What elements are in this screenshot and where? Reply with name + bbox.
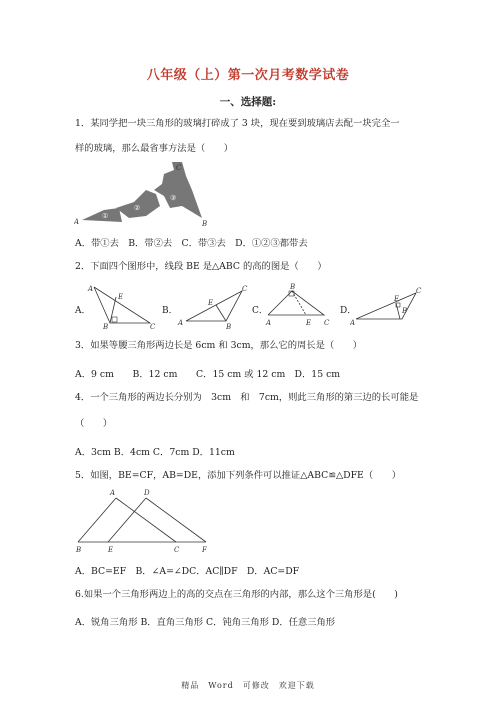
q2a-e: E — [118, 293, 124, 301]
q2d-c: C — [416, 287, 422, 295]
q2a-a: A — [88, 285, 94, 293]
q1-label-b: B — [202, 220, 208, 228]
q1-label-piece2: ② — [134, 204, 141, 212]
q2c-e: E — [306, 319, 312, 327]
q6-options: A．锐角三角形 B．直角三角形 C．钝角三角形 D．任意三角形 — [75, 617, 336, 628]
q5-options: A．BC=EF B．∠A=∠DC．AC∥DF D．AC=DF — [75, 566, 300, 577]
q2a-b: B — [103, 323, 109, 331]
q2-option-c-label: C． — [252, 306, 268, 316]
q1-line1: 1．某同学把一块三角形的玻璃打碎成了 3 块，现在要到玻璃店去配一块完全一 — [75, 118, 400, 129]
q6-question: 6.如果一个三角形两边上的高的交点在三角形的内部，那么这个三角形是( ) — [75, 589, 398, 600]
q3-options: A．9 cm B．12 cm C．15 cm 或 12 cm D．15 cm — [75, 369, 341, 380]
q1-label-piece3: ③ — [170, 194, 177, 202]
q1-options: A．带①去 B．带②去 C．带③去 D．①②③都带去 — [75, 238, 308, 249]
q5-triangles-figure — [74, 486, 214, 556]
q2b-e: E — [208, 299, 214, 307]
section-heading: 一、选择题: — [219, 96, 277, 108]
q1-label-piece1: ① — [102, 212, 109, 220]
page-footer: 精品 Word 可修改 欢迎下载 — [181, 681, 315, 690]
q2-question: 2．下面四个图形中，线段 BE 是△ABC 的高的图是（ ） — [75, 261, 327, 272]
q5-e: E — [108, 546, 114, 554]
q1-label-c: C — [176, 164, 182, 172]
q2-figure-a — [86, 283, 161, 331]
q3-question: 3．如果等腰三角形两边长是 6cm 和 3cm，那么它的周长是（ ） — [75, 340, 363, 351]
q2c-b: B — [290, 283, 296, 291]
q2d-e: E — [394, 295, 400, 303]
q1-line2: 样的玻璃，那么最省事方法是（ ） — [75, 143, 234, 154]
q4-options: A．3cm B．4cm C．7cm D．11cm — [75, 447, 235, 458]
q1-broken-glass-figure — [74, 160, 214, 228]
q2d-b: B — [402, 307, 408, 315]
q4-line1: 4．一个三角形的两边长分别为 3cm 和 7cm，则此三角形的第三边的长可能是 — [75, 392, 419, 403]
q2b-b: B — [226, 323, 232, 331]
q2-figure-d — [350, 283, 430, 331]
q5-question: 5．如图，BE=CF，AB=DE，添加下列条件可以推证△ABC≌△DFE（ ） — [75, 470, 402, 481]
q2c-c: C — [324, 319, 330, 327]
q1-label-a: A — [74, 218, 80, 226]
q5-a: A — [110, 489, 116, 497]
q5-c: C — [174, 546, 180, 554]
q2b-a: A — [178, 319, 184, 327]
q2a-c: C — [150, 323, 156, 331]
q2c-a: A — [266, 319, 272, 327]
q2-option-a-label: A． — [75, 306, 91, 316]
q4-line2: （ ） — [75, 418, 113, 429]
q2b-c: C — [242, 285, 248, 293]
q5-d: D — [144, 489, 150, 497]
q2d-a: A — [350, 319, 356, 327]
q2-figure-c — [262, 283, 340, 331]
q2-figure-b — [176, 283, 254, 331]
q2-option-d-label: D． — [340, 306, 357, 316]
page-title: 八年级（上）第一次月考数学试卷 — [146, 68, 350, 83]
q5-b: B — [76, 546, 82, 554]
q5-f: F — [202, 546, 207, 554]
q2-option-b-label: B． — [162, 306, 178, 316]
